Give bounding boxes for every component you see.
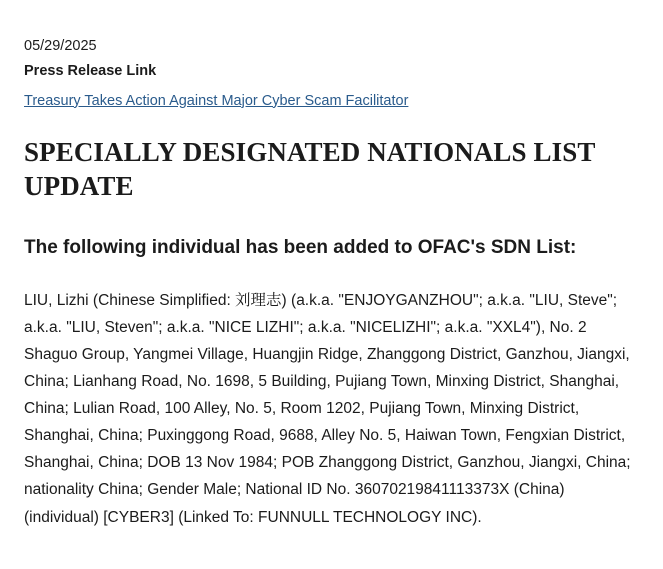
press-release-label: Press Release Link	[24, 63, 157, 80]
sdn-entry-text: LIU, Lizhi (Chinese Simplified: 刘理志) (a.k.a. "ENJOYGANZHOU"; a.k.a. "LIU, Steve"; a.k.a. "LIU, Steven"; a.k.a. "NICE LIZHI"; a.k.a. "NICELIZHI"; a.k.a. "XXL4"), No. 2 Shaguo Group, Yangmei Village, Huangjin Ridge, Zhanggong District, Ganzhou, Jiangxi, China; Lianhang Road, No. 1698, 5 Building, Pujiang Town, Minxing District, Shanghai, China; Lulian Road, 100 Alley, No. 5, Room 1202, Pujiang Town, Minxing District, Shanghai, China; Puxinggong Road, 9688, Alley No. 5, Haiwan Town, Fengxian District, Shanghai, China; DOB 13 Nov 1984; POB Zhanggong District, Ganzhou, Jiangxi, China; nationality China; Gender Male; National ID No. 36070219841113373X (China) (individual) [CYBER3] (Linked To: FUNNULL TECHNOLOGY INC).	[24, 291, 631, 526]
publication-date: 05/29/2025	[24, 38, 97, 54]
page-title: SPECIALLY DESIGNATED NATIONALS LIST UPDATE	[24, 136, 595, 201]
section-subheading: The following individual has been added to OFAC's SDN List:	[24, 236, 577, 258]
press-release-link[interactable]: Treasury Takes Action Against Major Cyber Scam Facilitator	[24, 92, 409, 109]
